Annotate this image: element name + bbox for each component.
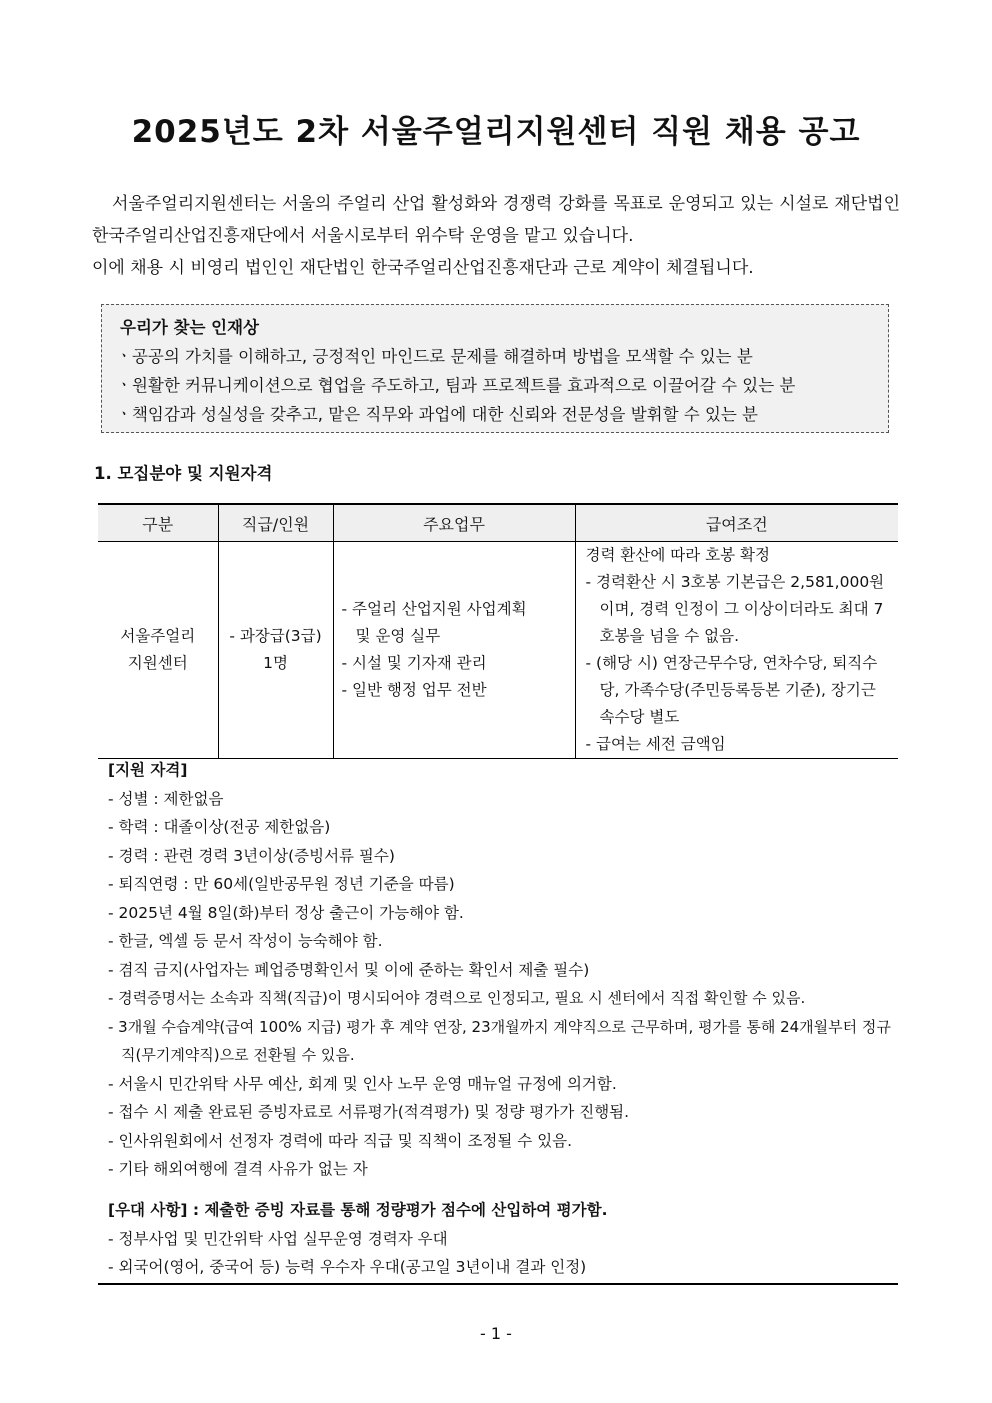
list-item: - 경력증명서는 소속과 직책(직급)이 명시되어야 경력으로 인정되고, 필요 시 센터에서 직접 확인할 수 있음. bbox=[108, 989, 806, 1007]
talent-item: ㆍ원활한 커뮤니케이션으로 협업을 주도하고, 팀과 프로젝트를 효과적으로 이끌어갈 수 있는 분 bbox=[116, 376, 796, 395]
intro-line-1: 서울주얼리지원센터는 서울의 주얼리 산업 활성화와 경쟁력 강화를 목표로 운영되고 있는 시설로 재단법인 한국주얼리산업진흥재단에서 서울시로부터 위수탁 운영을 맡고 있습니다. bbox=[92, 194, 900, 246]
qualifications-heading: [지원 자격] bbox=[108, 761, 188, 779]
pay-line: - (해당 시) 연장근무수당, 연차수당, 퇴직수당, 가족수당(주민등록등본 기준), 장기근속수당 별도 bbox=[585, 654, 878, 726]
list-item: - 경력 : 관련 경력 3년이상(증빙서류 필수) bbox=[108, 846, 395, 865]
duty-line: - 일반 행정 업무 전반 bbox=[341, 681, 487, 699]
duty-line: - 시설 및 기자재 관리 bbox=[341, 654, 487, 672]
list-item: - 퇴직연령 : 만 60세(일반공무원 정년 기준을 따름) bbox=[108, 875, 455, 893]
list-item: - 접수 시 제출 완료된 증빙자료로 서류평가(적격평가) 및 정량 평가가 진행됨. bbox=[108, 1103, 630, 1121]
pay-conditions-cell bbox=[575, 542, 898, 759]
list-item: - 외국어(영어, 중국어 등) 능력 우수자 우대(공고일 3년이내 결과 인정) bbox=[108, 1258, 587, 1276]
talent-item: ㆍ책임감과 성실성을 갖추고, 맡은 직무와 과업에 대한 신뢰와 전문성을 발휘할 수 있는 분 bbox=[116, 405, 759, 424]
duty-line: 및 운영 실무 bbox=[355, 627, 441, 645]
table-header-cell: 직급/인원 bbox=[218, 504, 333, 542]
list-item: - 서울시 민간위탁 사무 예산, 회계 및 인사 노무 운영 매뉴얼 규정에 의거함. bbox=[108, 1074, 617, 1093]
list-item: - 인사위원회에서 선정자 경력에 따라 직급 및 직책이 조정될 수 있음. bbox=[108, 1131, 573, 1150]
bullet-icon: ㆍ bbox=[116, 347, 132, 366]
qualifications-section bbox=[108, 756, 898, 1184]
list-item: - 학력 : 대졸이상(전공 제한없음) bbox=[108, 818, 331, 836]
list-item: - 겸직 금지(사업자는 폐업증명확인서 및 이에 준하는 확인서 제출 필수) bbox=[108, 960, 590, 979]
pay-line: - 경력환산 시 3호봉 기본급은 2,581,000원이며, 경력 인정이 그 이상이더라도 최대 7호봉을 넘을 수 없음. bbox=[585, 573, 885, 645]
recruitment-table bbox=[98, 503, 898, 759]
talent-heading: 우리가 찾는 인재상 bbox=[120, 318, 260, 337]
talent-item: ㆍ공공의 가치를 이해하고, 긍정적인 마인드로 문제를 해결하며 방법을 모색할 수 있는 분 bbox=[116, 347, 753, 366]
section-divider bbox=[98, 1283, 898, 1285]
list-item: - 2025년 4월 8일(화)부터 정상 출근이 가능해야 함. bbox=[108, 903, 464, 922]
table-header-cell: 급여조건 bbox=[575, 504, 898, 542]
section-heading-recruitment: 1. 모집분야 및 지원자격 bbox=[94, 464, 273, 483]
rank-text: - 과장급(3급) bbox=[229, 627, 322, 645]
intro-paragraph bbox=[92, 188, 900, 284]
table-header-cell: 구분 bbox=[98, 504, 218, 542]
list-item: - 정부사업 및 민간위탁 사업 실무운영 경력자 우대 bbox=[108, 1229, 448, 1248]
talent-profile-box bbox=[101, 304, 889, 433]
table-row bbox=[98, 542, 898, 759]
preference-section bbox=[108, 1196, 898, 1282]
duties-cell bbox=[333, 542, 575, 759]
rank-headcount-cell bbox=[218, 542, 333, 759]
page-number: - 1 - bbox=[480, 1324, 512, 1343]
table-header-cell: 주요업무 bbox=[333, 504, 575, 542]
bullet-icon: ㆍ bbox=[116, 376, 132, 395]
pay-line: - 급여는 세전 금액임 bbox=[585, 735, 726, 753]
headcount-text: 1명 bbox=[263, 654, 288, 672]
list-item: - 한글, 엑셀 등 문서 작성이 능숙해야 함. bbox=[108, 932, 383, 950]
document-title: 2025년도 2차 서울주얼리지원센터 직원 채용 공고 bbox=[131, 114, 861, 150]
bullet-icon: ㆍ bbox=[116, 405, 132, 424]
list-item: - 3개월 수습계약(급여 100% 지급) 평가 후 계약 연장, 23개월까지 계약직으로 근무하며, 평가를 통해 24개월부터 정규직(무기계약직)으로 전환될 수 있음. bbox=[108, 1017, 891, 1064]
preference-heading: [우대 사항] : 제출한 증빙 자료를 통해 정량평가 점수에 산입하여 평가함. bbox=[108, 1201, 608, 1219]
list-item: - 성별 : 제한없음 bbox=[108, 789, 224, 808]
list-item: - 기타 해외여행에 결격 사유가 없는 자 bbox=[108, 1160, 368, 1178]
division-cell: 서울주얼리 지원센터 bbox=[98, 542, 218, 759]
pay-line: 경력 환산에 따라 호봉 확정 bbox=[585, 546, 770, 564]
table-header-row bbox=[98, 504, 898, 542]
intro-line-2: 이에 채용 시 비영리 법인인 재단법인 한국주얼리산업진흥재단과 근로 계약이 체결됩니다. bbox=[92, 258, 754, 278]
duty-line: - 주얼리 산업지원 사업계획 bbox=[341, 600, 527, 618]
